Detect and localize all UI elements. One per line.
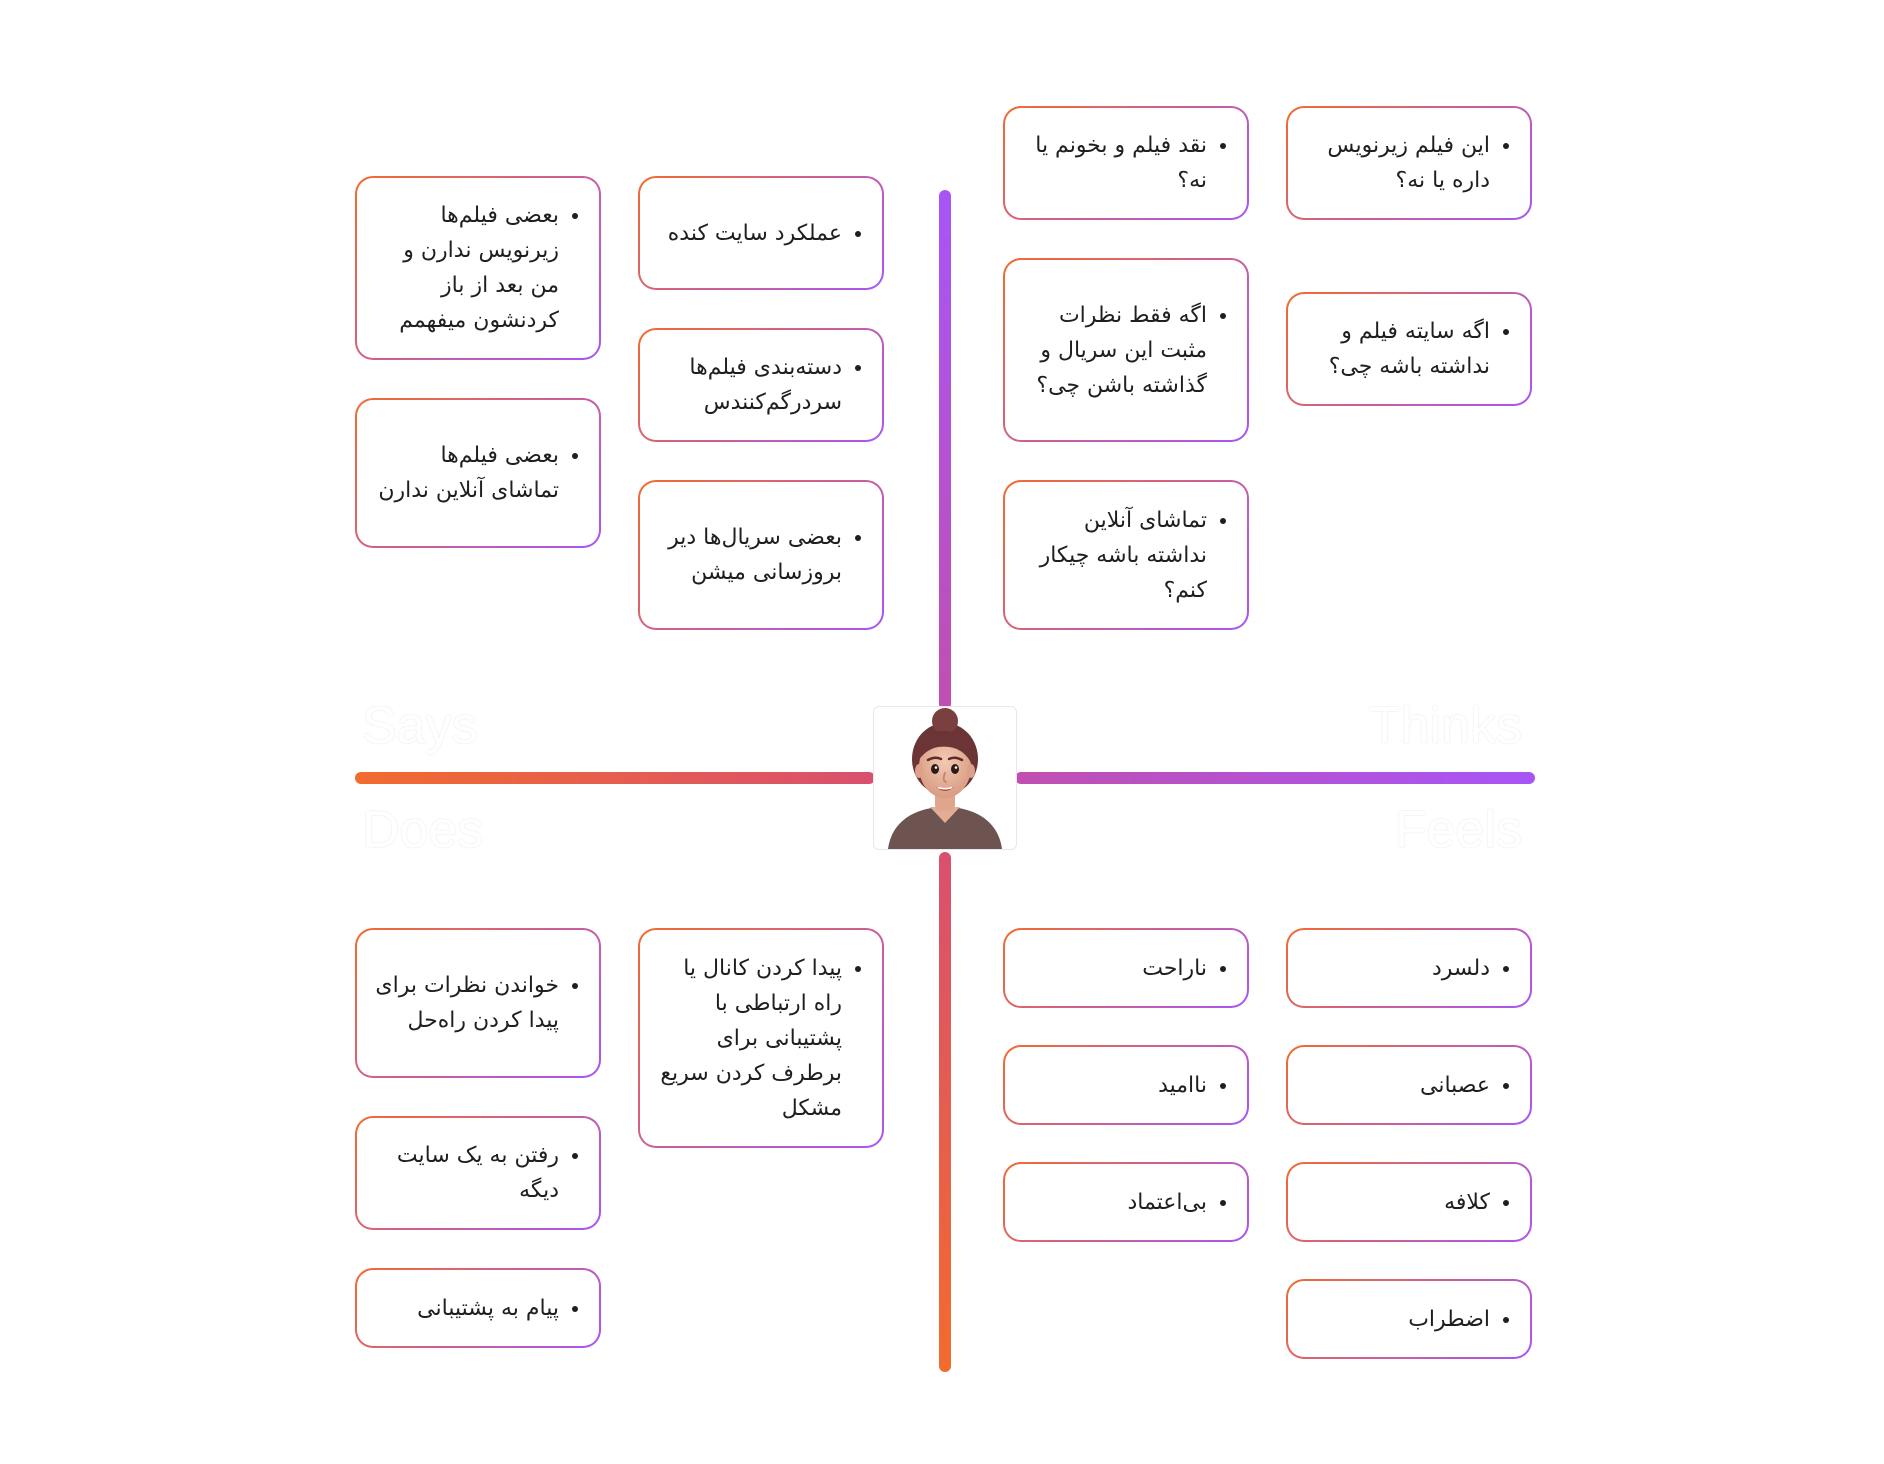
note-text: • بعضی سریال‌ها دیر بروزسانی میشن bbox=[658, 520, 842, 590]
feels-note[interactable] bbox=[1286, 1162, 1532, 1242]
thinks-note[interactable] bbox=[1286, 292, 1532, 406]
note-text: • عصبانی bbox=[1306, 1068, 1490, 1103]
feels-note[interactable] bbox=[1286, 928, 1532, 1008]
note-text: • اگه فقط نظرات مثبت این سریال و گذاشته باشن چی؟ bbox=[1023, 298, 1207, 403]
says-note[interactable] bbox=[638, 328, 884, 442]
says-note[interactable] bbox=[355, 176, 601, 360]
note-text: • بعضی فیلم‌ها تماشای آنلاین ندارن bbox=[375, 438, 559, 508]
note-text: • این فیلم زیرنویس داره یا نه؟ bbox=[1306, 128, 1490, 198]
note-text: • نقد فیلم و بخونم یا نه؟ bbox=[1023, 128, 1207, 198]
says-note[interactable] bbox=[638, 480, 884, 630]
quadrant-label-does: Does bbox=[362, 801, 484, 859]
quadrant-label-feels: Feels bbox=[1394, 801, 1522, 859]
note-text: • بعضی فیلم‌ها زیرنویس ندارن و من بعد از باز کردنشون میفهمم bbox=[375, 198, 559, 338]
feels-note[interactable] bbox=[1003, 1162, 1249, 1242]
thinks-note[interactable] bbox=[1003, 258, 1249, 442]
note-text: • اضطراب bbox=[1306, 1302, 1490, 1337]
note-text: • ناراحت bbox=[1023, 951, 1207, 986]
note-text: • خواندن نظرات برای پیدا کردن راه‌حل bbox=[375, 968, 559, 1038]
feels-note[interactable] bbox=[1003, 928, 1249, 1008]
feels-note[interactable] bbox=[1003, 1045, 1249, 1125]
note-text: • کلافه bbox=[1306, 1185, 1490, 1220]
note-text: • اگه سایته فیلم و نداشته باشه چی؟ bbox=[1306, 314, 1490, 384]
note-text: • پیام به پشتیبانی bbox=[375, 1291, 559, 1326]
thinks-note[interactable] bbox=[1286, 106, 1532, 220]
vertical-axis-bottom bbox=[939, 852, 951, 1372]
note-text: • پیدا کردن کانال یا راه ارتباطی با پشتیبانی برای برطرف کردن سریع مشکل bbox=[658, 951, 842, 1126]
quadrant-label-says: Says bbox=[362, 697, 478, 755]
says-note[interactable] bbox=[638, 176, 884, 290]
note-text: • تماشای آنلاین نداشته باشه چیکار کنم؟ bbox=[1023, 503, 1207, 608]
feels-note[interactable] bbox=[1286, 1045, 1532, 1125]
note-text: • دلسرد bbox=[1306, 951, 1490, 986]
does-note[interactable] bbox=[355, 928, 601, 1078]
note-text: • بی‌اعتماد bbox=[1023, 1185, 1207, 1220]
avatar bbox=[873, 706, 1017, 850]
vertical-axis-top bbox=[939, 190, 951, 710]
horizontal-axis-right bbox=[1015, 772, 1535, 784]
note-text: • ناامید bbox=[1023, 1068, 1207, 1103]
user-avatar-icon bbox=[874, 707, 1016, 849]
note-text: • دسته‌بندی فیلم‌ها سردرگم‌کنندس bbox=[658, 350, 842, 420]
thinks-note[interactable] bbox=[1003, 480, 1249, 630]
does-note[interactable] bbox=[355, 1268, 601, 1348]
says-note[interactable] bbox=[355, 398, 601, 548]
thinks-note[interactable] bbox=[1003, 106, 1249, 220]
horizontal-axis-left bbox=[355, 772, 875, 784]
does-note[interactable] bbox=[355, 1116, 601, 1230]
quadrant-label-thinks: Thinks bbox=[1368, 697, 1522, 755]
feels-note[interactable] bbox=[1286, 1279, 1532, 1359]
does-note[interactable] bbox=[638, 928, 884, 1148]
note-text: • رفتن به یک سایت دیگه bbox=[375, 1138, 559, 1208]
note-text: • عملکرد سایت کنده bbox=[658, 216, 842, 251]
